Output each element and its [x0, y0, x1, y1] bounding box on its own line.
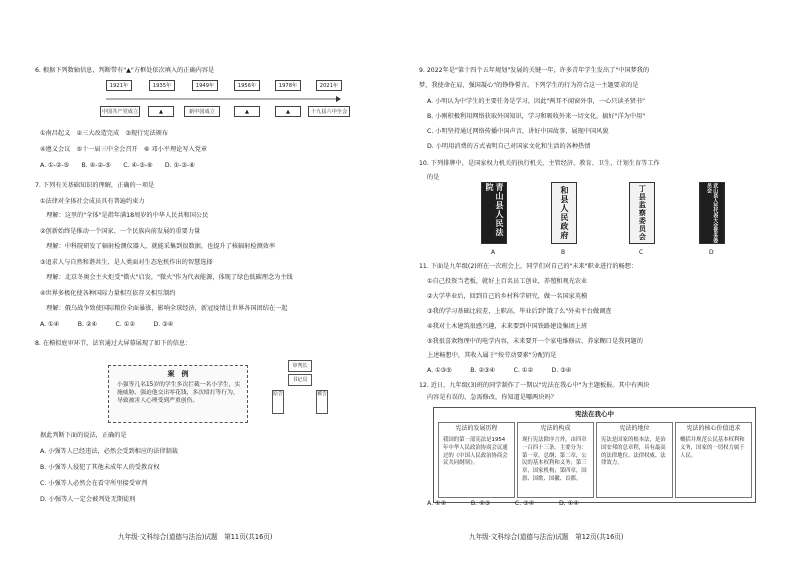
q11-item: ⑤我很喜欢物理中的电学内容，未来要开一个家电维修店，养家糊口是我同题的 — [427, 338, 643, 345]
q12-col-body: 我国的第一部宪法是1954年中华人民政治协商会议通过的《中国人民政治协商会议共同纲领》。 — [443, 437, 508, 467]
q12-col-body: 现行宪法除序言外，由四章一百四十三条。主要分为：第一章，总纲；第二章，公民的基本权利和义务；第三章，国家机构；第四章，国旗、国歌、国徽、首都。 — [522, 437, 587, 483]
q6-options-row2: ④遵义会议 ⑤十一届三中全会召开 ⑥ 邓小平理论写入党章 — [40, 146, 208, 153]
q7-item: 理解：俄乌战争致使国际粮价全面暴涨，影响全球经济，新冠疫情让世界各国团结在一起 — [40, 305, 288, 312]
q7-item: ①法律对全体社会成员具有普遍约束力 — [40, 198, 145, 205]
q12-col-head: 宪法的发展历程 — [455, 425, 498, 432]
q10-stem: 10. 下列排牌中，是国家权力机关的执行机关，主管经济、教育、卫生、计划生育等工作 — [419, 160, 660, 167]
q6-event-box: 十九届六中全会 — [308, 106, 350, 117]
q6-options-row1: ①南昌起义 ②三大改造完成 ③现行宪法颁布 — [40, 130, 169, 137]
q11-item: ②大学毕业后，回到自己的乡村科学研究，做一名国家英模 — [427, 293, 588, 300]
q7-item: 理解：这里的"全体"是指年满18周岁的中华人民共和国公民 — [40, 212, 209, 219]
q12-choices: A. ①② B. ②③ C. ③④ D. ①④ — [427, 500, 579, 507]
q8-label-judge: 审判长 — [288, 360, 312, 372]
q12-board-col — [517, 422, 594, 498]
q10-banner: 青山县人民法院 — [481, 182, 507, 244]
q7-item: 理解：北京冬奥会主火炬受"微火"启发，"微火"作为代表能源，体现了绿色低碳理念为主线 — [40, 274, 293, 281]
q10-banner: 丁县监察委员会 — [629, 182, 655, 244]
q12-stem: 12. 近日，九年级(3)班的同学制作了一期以"宪法在我心中"为主题板报。其中有两块 — [419, 382, 650, 389]
q9-stem-cont: 梦，我使命在肩，强国凝心"的铮铮誓言。下列学生的行为符合这一主题要求的是 — [419, 82, 639, 89]
q10-label-a: A — [491, 249, 496, 256]
q7-stem: 7. 下列有关基础知识的理解，正确的一项是 — [35, 182, 155, 189]
exam-page-right — [397, 0, 794, 561]
q9-option: C. 小明坚持通过网络传播中国声音，讲好中国故事，展现中国风貌 — [427, 128, 609, 135]
q10-label-d: D — [709, 249, 714, 256]
q8-label-clerk: 书记员 — [288, 374, 312, 386]
q12-board-col — [438, 422, 515, 498]
q11-item: ④我对土木建筑很感兴趣，未来要到中国铁路建设集团上班 — [427, 323, 588, 330]
q12-board — [433, 407, 756, 503]
q6-event-box: 新中国成立 — [184, 106, 220, 117]
q6-date-box: 1956年 — [234, 80, 260, 91]
q11-item: ①自己投资当老板，就好上百名员工创业，养殖和观光农业 — [427, 278, 588, 285]
q8-option: A. 小强等人已经违法，必然会受到相应的法律制裁 — [40, 448, 178, 455]
q11-stem: 11. 下面是九年级(2)班在一次班会上，同学们对自己的"未来"职业进行的畅想： — [419, 263, 638, 270]
q6-date-box: 1935年 — [149, 80, 175, 91]
q12-col-head: 宪法的构成 — [540, 425, 571, 432]
page-footer: 九年级·文科综合(道德与法治)试题 第11页(共16页) — [118, 532, 273, 541]
q12-col-body: 宪法是国家的根本法，是治国安邦的总章程，具有最高的法律地位、法律权威、法律效力。 — [601, 437, 666, 467]
q8-label-plaintiff: 原告 — [272, 390, 284, 414]
q11-item: ③我的学习基础比较差，上职高，毕业后到"饿了么"外卖平台做调查 — [427, 308, 612, 315]
q8-option: B. 小强等人侵犯了其他未成年人的受教育权 — [40, 464, 160, 471]
page-footer: 九年级·文科综合(道德与法治)试题 第12页(共16页) — [469, 532, 624, 541]
q7-item: ④世界多极化使各种国际力量相互依存又相互制约 — [40, 290, 176, 297]
q6-blank-box: ▲ — [275, 106, 301, 117]
q6-timeline-arrow — [106, 93, 341, 105]
q9-option: D. 小明用消费的方式表明自己对国家文化和生活的各种热情 — [427, 143, 591, 150]
q12-col-body: 概括并规范公民基本权利和义务，国家的一切权力属于人民。 — [680, 437, 745, 459]
q8-case-text: 小强等几名15岁的学生多次拦截一名小学生，实施威胁、强迫他交出零花钱，多次殴打等行为，导致被害人心理受到严重创伤。 — [117, 382, 241, 405]
q10-banner: 武山县人民代表大会常务委员会 — [699, 182, 725, 244]
q6-date-box: 2021年 — [316, 80, 342, 91]
q8-case-box — [108, 365, 248, 423]
q12-col-head: 宪法的地位 — [619, 425, 650, 432]
q8-option: C. 小强等人必然会在看守所里接受审判 — [40, 480, 148, 487]
q12-stem-cont: 内容是有误的，急需修改，你知道是哪两块吗？ — [427, 394, 557, 401]
q6-date-box: 1978年 — [275, 80, 301, 91]
q6-event-box: 中国共产党成立 — [100, 106, 140, 117]
q10-stem-cont: 的是 — [427, 174, 440, 181]
q6-date-box: 1921年 — [106, 80, 132, 91]
q11-lead: 上述畅想中，其收入属于"按劳动要素"分配的是 — [427, 352, 557, 359]
q9-stem: 9. 2022年是"第十四个五年规划"发展的关键一年，许多青年学生发出了"中国梦我的 — [419, 67, 650, 74]
q9-option: A. 小明认为中学生的主要任务是学习，因此"两耳不闻窗外事，一心只读圣贤书" — [427, 98, 645, 105]
q12-board-title: 宪法在我心中 — [575, 410, 614, 418]
q6-choices: A. ①-②-⑤ B. ④-②-⑤ C. ④-③-⑥ D. ①-③-⑥ — [40, 162, 195, 169]
q8-option: D. 小强等人一定会被判处无期徒刑 — [40, 496, 136, 503]
q8-stem: 8. 在模拟庭审环节，法官通过大屏幕展现了如下的信息： — [35, 340, 192, 347]
q12-board-col — [675, 422, 752, 498]
q7-item: ③追求人与自然和谐共生，是人类面对生态危机作出的智慧选择 — [40, 259, 213, 266]
q8-case-title: 案 例 — [167, 370, 189, 378]
q8-lead: 据此判断下面的说法，正确的是 — [40, 432, 127, 439]
q11-choices: A. ①③⑤ B. ②③④ C. ①② D. ③④ — [427, 367, 572, 374]
q7-choices: A. ①④ B. ②④ C. ①② D. ③④ — [40, 321, 174, 328]
q10-label-c: C — [639, 249, 644, 256]
q6-blank-box: ▲ — [234, 106, 260, 117]
q10-label-b: B — [561, 249, 566, 256]
q7-item: 理解：中科院研发了辐射检测仪器人，就能采集到很数据，也提升了核辐射检测效率 — [40, 243, 276, 250]
q6-date-box: 1949年 — [192, 80, 218, 91]
q6-blank-box: ▲ — [148, 106, 174, 117]
q12-board-col — [596, 422, 673, 498]
q8-label-defendant: 被告 — [316, 390, 328, 414]
q6-stem: 6. 根据下列数轴信息，判断带有"▲"方框处依次填入的正确内容是 — [35, 67, 215, 74]
q9-option: B. 小刚积极利用网络获取外国知识，学习和吸收外来一切文化，搞好"洋为中用" — [427, 113, 646, 120]
q7-item: ②创新始终是推动一个国家、一个民族向前发展的重要力量 — [40, 228, 201, 235]
q12-col-head: 宪法的核心价值追求 — [686, 425, 741, 432]
q10-banner: 和县人民政府 — [551, 182, 577, 244]
